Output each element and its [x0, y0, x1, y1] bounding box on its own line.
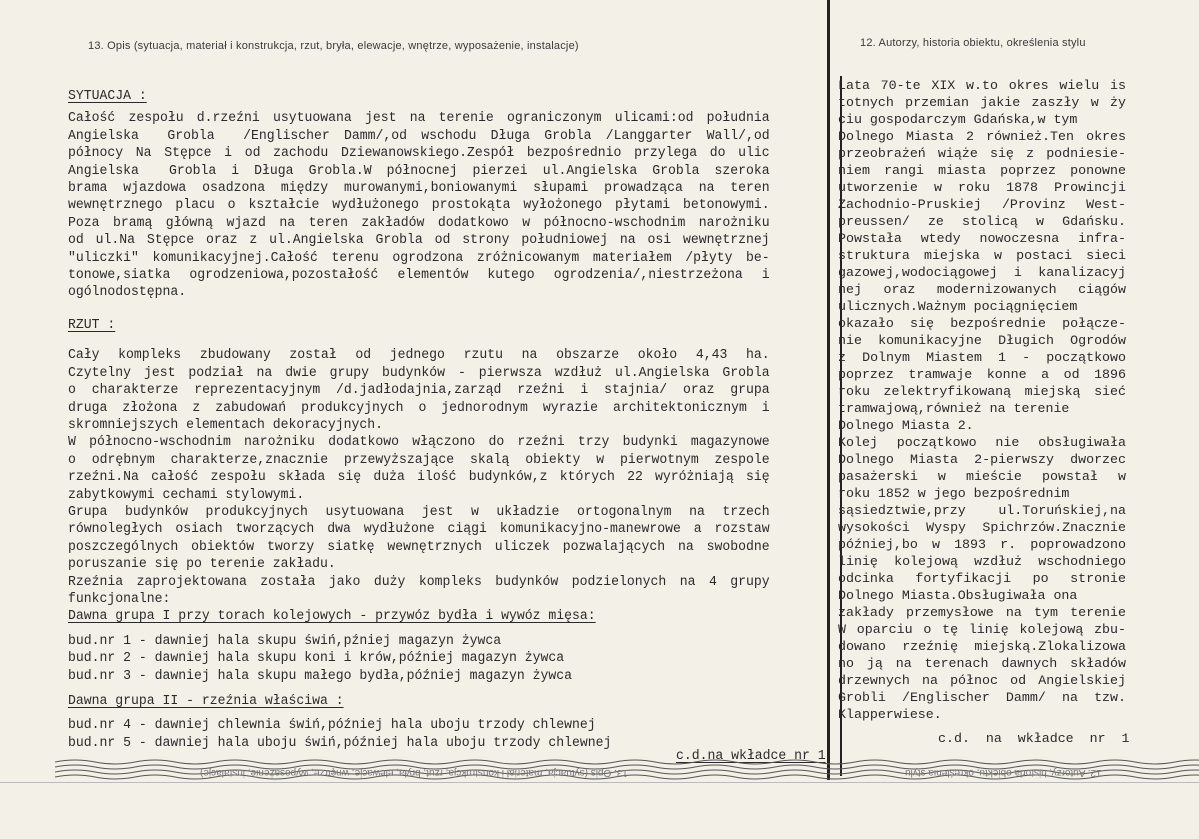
text-line: ciu gospodarczym Gdańska,w tym: [838, 112, 1078, 127]
text-line: gazowej,wodociągowej i kanalizacyj: [838, 265, 1126, 280]
text-line: nie komunikacyjne Długich Ogrodów: [838, 333, 1126, 348]
text-line: północy Na Stępce i od zachodu Dziewanowskiego.Zespół bezpośrednio przylega do ulic: [68, 146, 770, 162]
text-line: Dolnego Miasta 2.: [838, 418, 974, 433]
group1-heading: Dawna grupa I przy torach kolejowych - przywóz bydła i wywóz mięsa:: [68, 609, 596, 625]
left-column: [68, 88, 770, 752]
right-continued-note: c.d. na wkładce nr 1: [938, 731, 1130, 746]
text-line: W oparciu o tę linię kolejową zbu-: [838, 622, 1126, 637]
text-line: zabytkowymi cechami stylowymi.: [68, 487, 305, 503]
group2-heading: Dawna grupa II - rzeźnia właściwa :: [68, 694, 344, 709]
text-line: totnych przemian jakie zaszły w ży: [838, 95, 1126, 110]
rzut-paragraph: [68, 347, 770, 434]
text-line: bud.nr 1 - dawniej hala skupu świń,pźniej magazyn żywca: [68, 633, 502, 649]
text-line: brama wjazdowa osadzona między murowanymi,boniowanymi słupami prowadząca na teren: [68, 181, 770, 197]
right-column-text: [838, 77, 1126, 723]
text-line: Grupa budynków produkcyjnych usytuowana jest w układzie ortogonalnym na trzech: [68, 504, 770, 520]
text-line: Powstała wtedy nowoczesna infra-: [838, 231, 1126, 246]
text-line: bud.nr 2 - dawniej hala skupu koni i krów,później magazyn żywca: [68, 651, 565, 667]
text-line: linię kolejową wzdłuż wschodniego: [838, 554, 1126, 569]
page-bottom-rule: [0, 782, 1199, 783]
rzut-paragraph: [68, 434, 770, 504]
text-line: roku zelektryfikowaną miejską sieć: [838, 384, 1126, 399]
text-line: no ją na terenach dawnych składów: [838, 656, 1126, 671]
text-line: od ul.Na Stępce oraz z ul.Angielska Grobla od strony południowej na osi wewnętrznej: [68, 233, 770, 249]
rzut-heading: RZUT :: [68, 317, 116, 333]
text-line: Całość zespołu d.rzeźni usytuowana jest na terenie ograniczonym ulicami:od południa: [68, 111, 770, 127]
text-line: wysokości Wyspy Spichrzów.Znacznie: [838, 520, 1126, 535]
mirrored-left-header-bleedthrough: 13. Opis (sytuacja, materiał i konstrukcja, rzut, bryła, elewacje, wnętrze, wyposażenie, instalacje): [200, 767, 628, 778]
text-line: bud.nr 5 - dawniej hala uboju świń,później hala uboju trzody chlewnej: [68, 735, 612, 751]
rzut-section: [68, 347, 770, 608]
text-line: Grobli /Englischer Damm/ na tzw.: [838, 690, 1126, 705]
text-line: ogólnodostępna.: [68, 285, 187, 301]
text-line: Poza bramą główną wjazd na teren zakładów dodatkowo w północno-wschodnim narożniku: [68, 215, 770, 231]
text-line: dowano rzeźnię miejską.Zlokalizowa: [838, 639, 1126, 654]
text-line: okazało się bezpośrednie połącze-: [838, 316, 1126, 331]
text-line: Kolej początkowo nie obsługiwała: [838, 435, 1126, 450]
text-line: Cały kompleks zbudowany został od jednego rzutu na obszarze około 4,43 ha.: [68, 348, 770, 364]
text-line: Dolnego Miasta 2 również.Ten okres: [838, 129, 1126, 144]
text-line: "uliczki" komunikacyjnej.Całość terenu ogrodzona zróżnicowanym materiałem /płyty be-: [68, 250, 770, 266]
group1-list: [68, 633, 770, 685]
text-line: bud.nr 3 - dawniej hala skupu małego bydła,później magazyn żywca: [68, 668, 573, 684]
left-column-header: 13. Opis (sytuacja, materiał i konstrukcja, rzut, bryła, elewacje, wnętrze, wyposażenie, instalacje): [88, 40, 579, 52]
text-line: poruszanie się po terenie zakładu.: [68, 557, 336, 573]
text-line: pasażerski w mieście powstał w: [838, 469, 1126, 484]
text-line: zakłady przemysłowe na tym terenie: [838, 605, 1126, 620]
text-line: sąsiedztwie,przy ul.Toruńskiej,na: [838, 503, 1126, 518]
text-line: preussen/ ze stolicą w Gdańsku.: [838, 214, 1126, 229]
text-line: struktura miejska w postaci sieci: [838, 248, 1126, 263]
text-line: równoległych osiach tworzących dwa wydłużone ciągi komunikacyjno-manewrowe a rozstaw: [68, 522, 770, 538]
rzut-paragraph: [68, 504, 770, 574]
text-line: roku 1852 w jego bezpośrednim: [838, 486, 1070, 501]
text-line: Lata 70-te XIX w.to okres wielu is: [838, 78, 1126, 93]
text-line: W północno-wschodnim narożniku dodatkowo włączono do rzeźni trzy budynki magazynowe: [68, 435, 770, 451]
text-line: Dolnego Miasta.Obsługiwała ona: [838, 588, 1078, 603]
text-line: Zachodnio-Pruskiej /Provinz West-: [838, 197, 1126, 212]
text-line: ulicznych.Ważnym pociągnięciem: [838, 299, 1078, 314]
text-line: druga złożona z zabudowań produkcyjnych o jednorodnym wyrazie architektonicznym i: [68, 400, 770, 416]
text-line: Rzeźnia zaprojektowana została jako duży kompleks budynków podzielonych na 4 grupy: [68, 574, 770, 590]
left-continued-note: c.d.na wkładce nr 1: [676, 749, 826, 764]
sytuacja-paragraph: [68, 110, 770, 301]
text-line: nej oraz modernizowanych ciągów: [838, 282, 1126, 297]
mirrored-right-header-bleedthrough: 12. Autorzy, historia obiektu, określenia stylu: [905, 767, 1102, 778]
sytuacja-heading: SYTUACJA :: [68, 89, 147, 104]
group2-list: [68, 717, 770, 752]
text-line: poszczególnych obiektów tworzy siatkę wewnętrznych uliczek pozwalających na swobodne: [68, 539, 770, 555]
text-line: przeobrażeń wiąże się z podniesie-: [838, 146, 1126, 161]
text-line: bud.nr 4 - dawniej chlewnia świń,później hala uboju trzody chlewnej: [68, 718, 596, 734]
text-line: tramwajową,również na terenie: [838, 401, 1070, 416]
text-line: Angielska Grobla i Długa Grobla.W północnej pierzei ul.Angielska Grobla szeroka: [68, 163, 770, 179]
text-line: poprzez tramwaje konne a od 1896: [838, 367, 1126, 382]
text-line: funkcjonalne:: [68, 591, 171, 607]
text-line: Angielska Grobla /Englischer Damm/,od wschodu Długa Grobla /Langgarter Wall/,od: [68, 128, 770, 144]
text-line: Klapperwiese.: [838, 707, 942, 722]
text-line: drzewnych na północ od Angielskiej: [838, 673, 1126, 688]
text-line: później,bo w 1893 r. poprowadzono: [838, 537, 1126, 552]
text-line: rzeźni.Na całość zespołu składa się duża ilość budynków,z których 22 wyróżniają się: [68, 470, 770, 486]
column-divider: [827, 0, 830, 780]
right-column-header: 12. Autorzy, historia obiektu, określenia stylu: [860, 37, 1086, 49]
text-line: tonowe,siatka ogrodzeniowa,pozostałość elementów kutego ogrodzenia/,niestrzeżona i: [68, 268, 770, 284]
text-line: niem rangi miasta poprzez ponowne: [838, 163, 1126, 178]
text-line: Dolnego Miasta 2-pierwszy dworzec: [838, 452, 1126, 467]
text-line: z Dolnym Miastem 1 - początkowo: [838, 350, 1126, 365]
text-line: Czytelny jest podział na dwie grupy budynków - pierwsza wzdłuż ul.Angielska Grobla: [68, 365, 770, 381]
text-line: o charakterze reprezentacyjnym /d.jadłodajnia,zarząd rzeźni i stajnia/ oraz grupa: [68, 383, 770, 399]
text-line: utworzenie w roku 1878 Prowincji: [838, 180, 1126, 195]
text-line: wewnętrznego placu o kształcie wydłużonego prostokąta wyłożonego płytami betonowymi.: [68, 198, 770, 214]
text-line: skromniejszych elementach dekoracyjnych.: [68, 417, 384, 433]
rzut-paragraph: [68, 574, 770, 609]
text-line: odcinka fortyfikacji po stronie: [838, 571, 1126, 586]
text-line: o odrębnym charakterze,znacznie przewyższające skalą obiekty w pierwotnym zespole: [68, 452, 770, 468]
